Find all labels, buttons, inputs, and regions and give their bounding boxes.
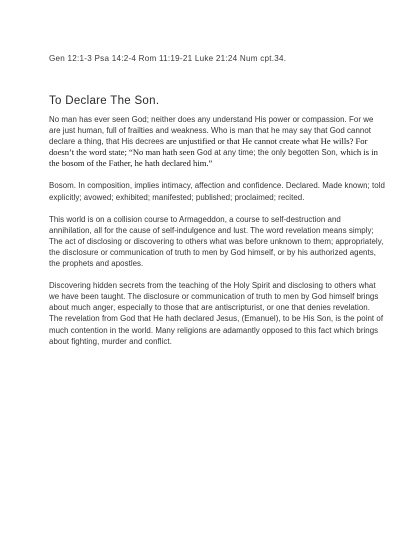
scripture-references: Gen 12:1-3 Psa 14:2-4 Rom 11:19-21 Luke 21:24 Num cpt.34. xyxy=(49,54,287,63)
paragraph-1 xyxy=(49,114,385,169)
page-title: To Declare The Son. xyxy=(49,95,160,107)
paragraph-1-part-4: which is in the bosom of the Father, he hath declared him.” xyxy=(49,147,378,169)
paragraph-1-part-3: God at any time; the only begotten Son, xyxy=(196,148,338,158)
paragraph-2: Bosom. In composition, implies intimacy, affection and confidence. Declared. Made known; told explicitly; avowed; exhibited; manifested; published; proclaimed; recited. xyxy=(49,181,385,202)
paragraph-4: Discovering hidden secrets from the teaching of the Holy Spirit and disclosing to others what we have been taught. The disclosure or communication of truth to men by God himself brings about much anger, especially to those that are antiscripturist, or one that denies revelation. The revelation from God that He hath declared Jesus, (Emanuel), to be His Son, is the point of much contention in the world. Many religions are adamantly opposed to this fact which brings about fighting, murder and conflict. xyxy=(49,281,384,346)
document-body xyxy=(49,114,385,358)
paragraph-1-part-2: are unjustified or that He cannot create what He wills? For doesn’t the word state; “No man hath seen xyxy=(49,136,368,158)
paragraph-3: This world is on a collision course to Armageddon, a course to self-destruction and annihilation, all for the cause of self-indulgence and lust. The word revelation means simply; The act of disclosing or discovering to others what was before unknown to them; appropriately, the disclosure or communication of truth to men by God himself, or by his authorized agents, the prophets and apostles. xyxy=(49,214,384,269)
paragraph-1-part-1: No man has ever seen God; neither does any understand His power or compassion. For we are just human, full of frailties and weakness. Who is man that he may say that God cannot declare a thing, that His decrees xyxy=(49,115,374,147)
